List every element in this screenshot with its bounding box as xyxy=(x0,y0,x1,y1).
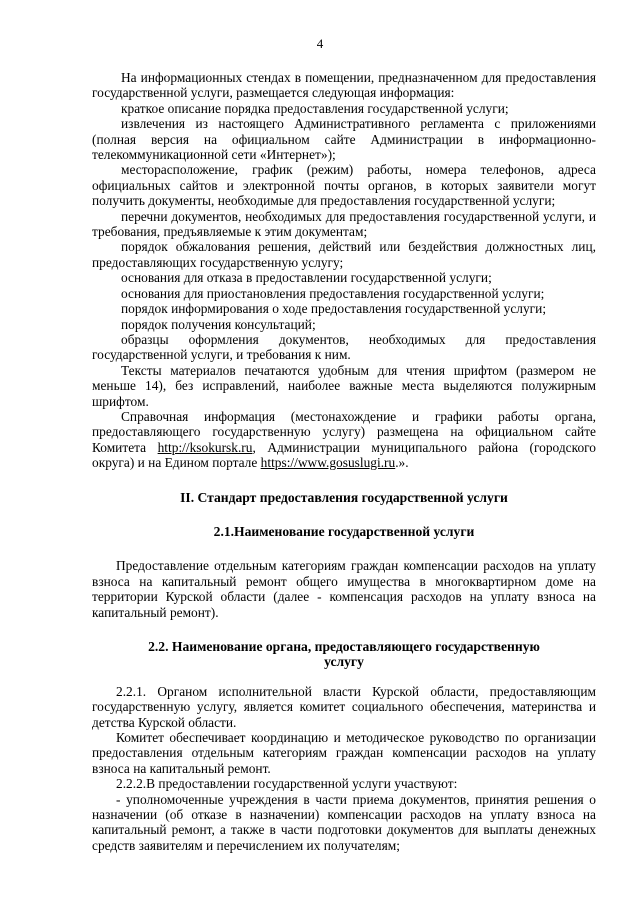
gosuslugi-link[interactable]: https://www.gosuslugi.ru xyxy=(260,455,396,471)
reference-text: , Администрации муниципального района (городского округа) и на Едином портале xyxy=(92,439,596,471)
subsection-title: услугу xyxy=(324,654,364,670)
paragraph: - уполномоченные учреждения в части приема документов, принятия решения о назначении (об отказе в назначении) компенсации расходов на уплату взноса на капитальный ремонт, а также в части подготовки документов для выплаты денежных средств заявителям и перечислением их получателям; xyxy=(92,791,596,853)
committee-site-link[interactable]: http://ksokursk.ru xyxy=(157,439,253,455)
list-item: извлечения из настоящего Административного регламента с приложениями (полная версия на официальном сайте Администрации в информационно-телекоммуникационной сети «Интернет»); xyxy=(92,116,596,163)
list-item: образцы оформления документов, необходимых для предоставления государственной услуги, и требования к ним. xyxy=(92,331,596,363)
list-item: порядок обжалования решения, действий или бездействия должностных лиц, предоставляющих государственную услугу; xyxy=(92,239,596,270)
reference-text: Справочная информация (местонахождение и графики работы органа, предоставляющего государственную услугу) размещена на официальном сайте Комитета xyxy=(92,408,596,455)
list-item: порядок получения консультаций; xyxy=(121,316,316,332)
section-title: II. Стандарт предоставления государственной услуги xyxy=(180,489,508,505)
paragraph: Комитет обеспечивает координацию и методическое руководство по организации предоставления отдельным категориям граждан компенсации расходов на уплату взноса на капитальный ремонт. xyxy=(92,730,596,776)
list-item: основания для отказа в предоставлении государственной услуги; xyxy=(121,270,492,286)
page-number: 4 xyxy=(316,36,324,51)
list-item: перечни документов, необходимых для предоставления государственной услуги, и требования, предъявляемые к этим документам; xyxy=(92,208,596,240)
subsection-title: 2.1.Наименование государственной услуги xyxy=(213,523,475,539)
list-item: основания для приостановления предоставления государственной услуги; xyxy=(121,285,545,301)
paragraph-fonts: Тексты материалов печатаются удобным для чтения шрифтом (размером не меньше 14), без исправлений, наиболее важные места выделяются полужирным шрифтом. xyxy=(92,362,596,409)
subsection-title: 2.2. Наименование органа, предоставляющего государственную xyxy=(148,639,540,654)
paragraph-reference xyxy=(92,409,596,471)
list-item: месторасположение, график (режим) работы, номера телефонов, адреса официальных сайтов и электронной почты органов, в которых заявители могут получить документы, необходимые для предоставления государственной услуги; xyxy=(92,162,596,209)
paragraph-intro: На информационных стендах в помещении, предназначенном для предоставления государственной услуги, размещается следующая информация: xyxy=(92,70,596,101)
list-item: порядок информирования о ходе предоставления государственной услуги; xyxy=(121,301,547,317)
paragraph-service-name: Предоставление отдельным категориям граждан компенсации расходов на уплату взноса на капитальный ремонт общего имущества в многоквартирном доме на территории Курской области (далее - компенсация расходов на уплату взноса на капитальный ремонт). xyxy=(92,558,596,620)
list-item: краткое описание порядка предоставления государственной услуги; xyxy=(121,100,509,116)
reference-text: .». xyxy=(395,455,409,471)
paragraph: 2.2.2.В предоставлении государственной услуги участвуют: xyxy=(116,776,458,792)
paragraph: 2.2.1. Органом исполнительной власти Курской области, предоставляющим государственную услугу, является комитет социального обеспечения, материнства и детства Курской области. xyxy=(92,683,596,730)
page-content xyxy=(92,70,596,853)
